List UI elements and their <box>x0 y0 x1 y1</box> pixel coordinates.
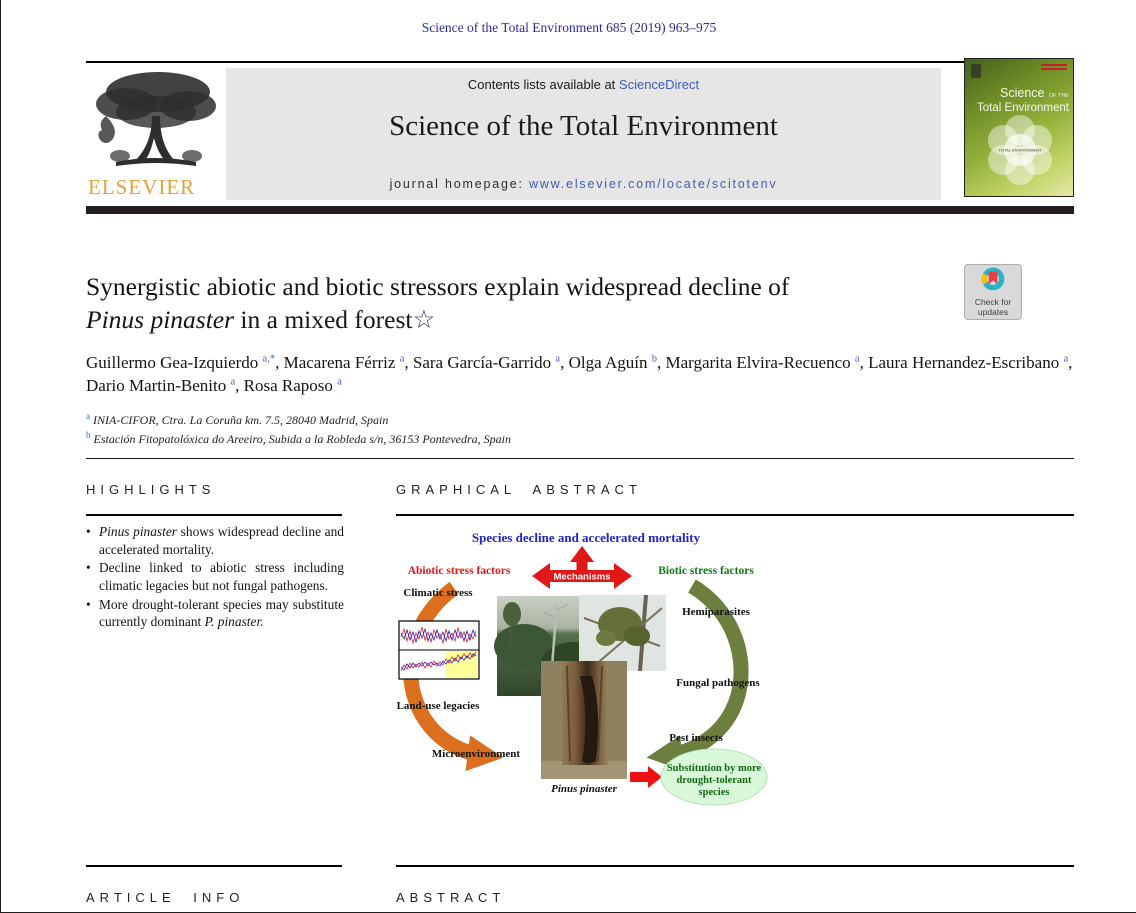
elsevier-wordmark: ELSEVIER <box>88 175 196 199</box>
check-for-updates-label: Check for updates <box>974 297 1012 317</box>
svg-text:drought-tolerant: drought-tolerant <box>676 775 752 786</box>
chart-highlight-region <box>446 651 478 678</box>
author-superscript: a <box>555 353 561 365</box>
graphical-abstract-heading: GRAPHICAL ABSTRACT <box>396 482 642 497</box>
highlight-item: • Pinus pinaster shows widespread decline and accelerated mortality. <box>86 523 344 558</box>
authors-line <box>86 352 1078 398</box>
author-superscript: a <box>337 376 342 388</box>
climatic-stress-label: Climatic stress <box>403 587 473 599</box>
mechanisms-label: Mechanisms <box>553 571 611 583</box>
highlight-item: • Decline linked to abiotic stress including climatic legacies but not fungal pathogens. <box>86 559 344 594</box>
author-superscript: a <box>854 353 860 365</box>
author: Olga Aguín $^b$, <box>568 353 666 372</box>
substitution-ellipse <box>661 749 767 805</box>
masthead-banner <box>226 68 941 200</box>
author-superscript: a,* <box>262 353 276 365</box>
affiliation-line: $^a$ INIA-CIFOR, Ctra. La Coruña km. 7.5, 28040 Madrid, Spain <box>86 411 389 427</box>
author: Dario Martin-Benito $^a$, <box>86 375 244 395</box>
author: Rosa Raposo $^a$ <box>243 375 342 395</box>
highlights-rule <box>86 514 342 516</box>
author: Macarena Férriz $^a$, <box>283 353 413 372</box>
article-title <box>86 270 906 336</box>
author: Sara García-Garrido $^a$, <box>412 353 569 372</box>
cover-tree-mark <box>971 64 981 78</box>
contents-line <box>226 77 941 92</box>
climate-chart <box>399 621 479 679</box>
homepage-link[interactable]: www.elsevier.com/locate/scitotenv <box>529 177 778 191</box>
abstract-rule <box>396 865 1074 867</box>
pinus-pinaster-label: Pinus pinaster <box>551 783 617 795</box>
hemiparasites-label: Hemiparasites <box>682 606 750 618</box>
header-body-divider <box>86 458 1074 459</box>
trunk-photo <box>541 661 627 779</box>
author: Guillermo Gea-Izquierdo $^{a,*}$, <box>86 353 284 372</box>
journal-cover-thumbnail[interactable] <box>964 58 1074 197</box>
cover-title-bottom: Total Environment <box>976 101 1069 114</box>
cover-title-top: Science <box>1000 86 1045 100</box>
highlights-heading: HIGHLIGHTS <box>86 482 216 497</box>
mechanisms-arrow <box>532 546 632 589</box>
author-superscript: a <box>230 376 236 388</box>
author: Laura Hernandez-Escribano $^a$, <box>868 353 1073 372</box>
affiliation-line: $^b$ Estación Fitopatolóxica do Areeiro, Subida a la Robleda s/n, 36153 Pontevedra, Spain <box>86 430 512 446</box>
cover-flower-icon <box>965 105 1074 195</box>
svg-text:Substitution by more: Substitution by more <box>666 763 762 774</box>
mistletoe-photo <box>579 595 666 671</box>
highlight-item: • More drought-tolerant species may substitute currently dominant P. pinaster. <box>86 596 344 631</box>
article-info-rule <box>86 865 342 867</box>
masthead-divider-bar <box>86 206 1074 214</box>
article-info-heading: ARTICLE INFO <box>86 890 245 905</box>
microenvironment-label: Microenvironment <box>431 748 521 760</box>
journal-title: Science of the Total Environment <box>389 110 778 142</box>
article-title-line1: Synergistic abiotic and biotic stressors explain widespread decline of <box>86 272 790 301</box>
biotic-label: Biotic stress factors <box>658 565 754 577</box>
author-superscript: a <box>399 353 405 365</box>
homepage-line <box>226 177 941 191</box>
abstract-heading: ABSTRACT <box>396 890 506 905</box>
affiliations <box>86 410 986 448</box>
abiotic-label: Abiotic stress factors <box>407 565 511 577</box>
graphical-abstract-rule <box>396 514 1074 516</box>
cover-center-badge: TOTAL ENVIRONMENT <box>998 147 1042 153</box>
article-title-tail: in a mixed forest <box>234 305 413 335</box>
top-rule <box>86 61 1074 63</box>
elsevier-tree-icon <box>86 66 226 176</box>
contents-prefix: Contents lists available at <box>467 77 619 92</box>
check-for-updates-badge[interactable] <box>964 264 1022 320</box>
cover-title-ofthe: OF THE <box>1048 93 1069 99</box>
article-title-footnote-star: ☆ <box>412 305 436 335</box>
crossmark-icon <box>980 267 1006 293</box>
graphical-abstract-figure <box>394 526 796 848</box>
article-title-species: Pinus pinaster <box>86 305 235 335</box>
svg-text:species: species <box>698 787 730 798</box>
author: Margarita Elvira-Recuenco $^a$, <box>665 353 869 372</box>
fungal-pathogens-label: Fungal pathogens <box>676 677 760 689</box>
journal-citation: Science of the Total Environment 685 (2019) 963–975 <box>421 20 717 35</box>
substitution-arrow <box>630 766 662 788</box>
pest-insects-label: Pest insects <box>669 732 723 744</box>
sciencedirect-link[interactable]: ScienceDirect <box>618 77 700 92</box>
land-use-label: Land-use legacies <box>396 700 480 712</box>
cover-publisher-mark <box>1041 64 1067 73</box>
highlights-list <box>86 523 344 632</box>
author-superscript: b <box>651 353 657 365</box>
elsevier-logo[interactable] <box>86 66 226 200</box>
ga-top-label: Species decline and accelerated mortality <box>471 530 701 545</box>
homepage-label: journal homepage: <box>389 177 530 191</box>
author-superscript: a <box>1063 353 1069 365</box>
